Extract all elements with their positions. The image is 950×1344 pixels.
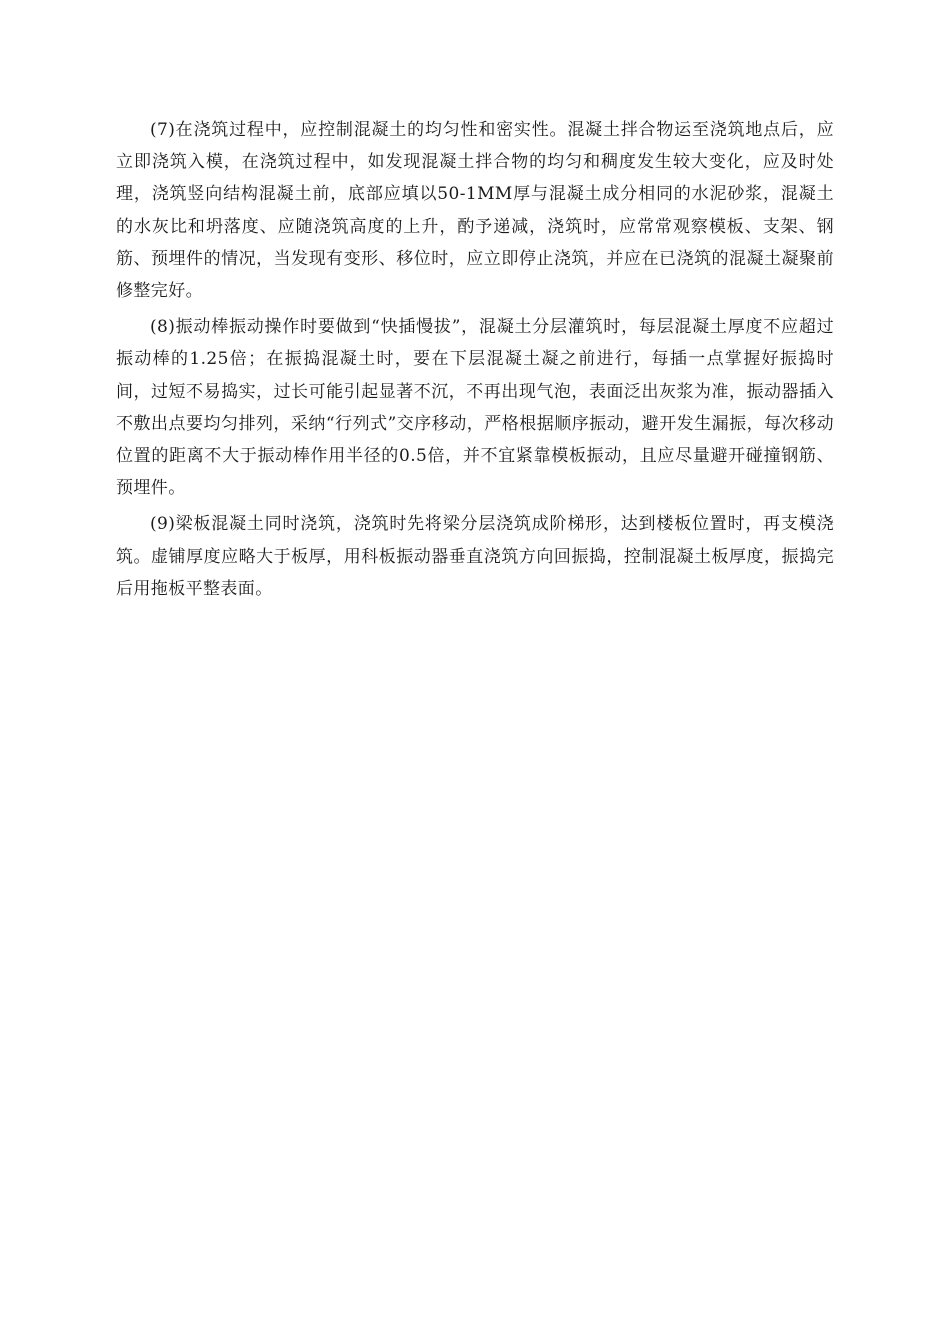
paragraph-7: (7)在浇筑过程中，应控制混凝土的均匀性和密实性。混凝土拌合物运至浇筑地点后，应立即浇筑入模，在浇筑过程中，如发现混凝土拌合物的均匀和稠度发生较大变化，应及时处理，浇筑竖向结构混凝土前，底部应填以50-1MM厚与混凝土成分相同的水泥砂浆，混凝土的水灰比和坍落度、应随浇筑高度的上升，酌予递减，浇筑时，应常常观察模板、支架、钢筋、预埋件的情况，当发现有变形、移位时，应立即停止浇筑，并应在已浇筑的混凝土凝聚前修整完好。 xyxy=(116,120,834,302)
paragraph-8: (8)振动棒振动操作时要做到“快插慢拔”，混凝土分层灌筑时，每层混凝土厚度不应超过振动棒的1.25倍；在振捣混凝土时，要在下层混凝土凝之前进行，每插一点掌握好振捣时间，过短不易捣实，过长可能引起显著不沉，不再出现气泡，表面泛出灰浆为准，振动器插入不敷出点要均匀排列，采纳“行列式”交序移动，严格根据顺序振动，避开发生漏振，每次移动位置的距离不大于振动棒作用半径的0.5倍，并不宜紧靠模板振动，且应尽量避开碰撞钢筋、预埋件。 xyxy=(116,317,834,499)
document-body xyxy=(116,114,834,609)
paragraph-9: (9)梁板混凝土同时浇筑，浇筑时先将梁分层浇筑成阶梯形，达到楼板位置时，再支模浇筑。虚铺厚度应略大于板厚，用科板振动器垂直浇筑方向回振捣，控制混凝土板厚度，振捣完后用拖板平整表面。 xyxy=(116,514,834,599)
